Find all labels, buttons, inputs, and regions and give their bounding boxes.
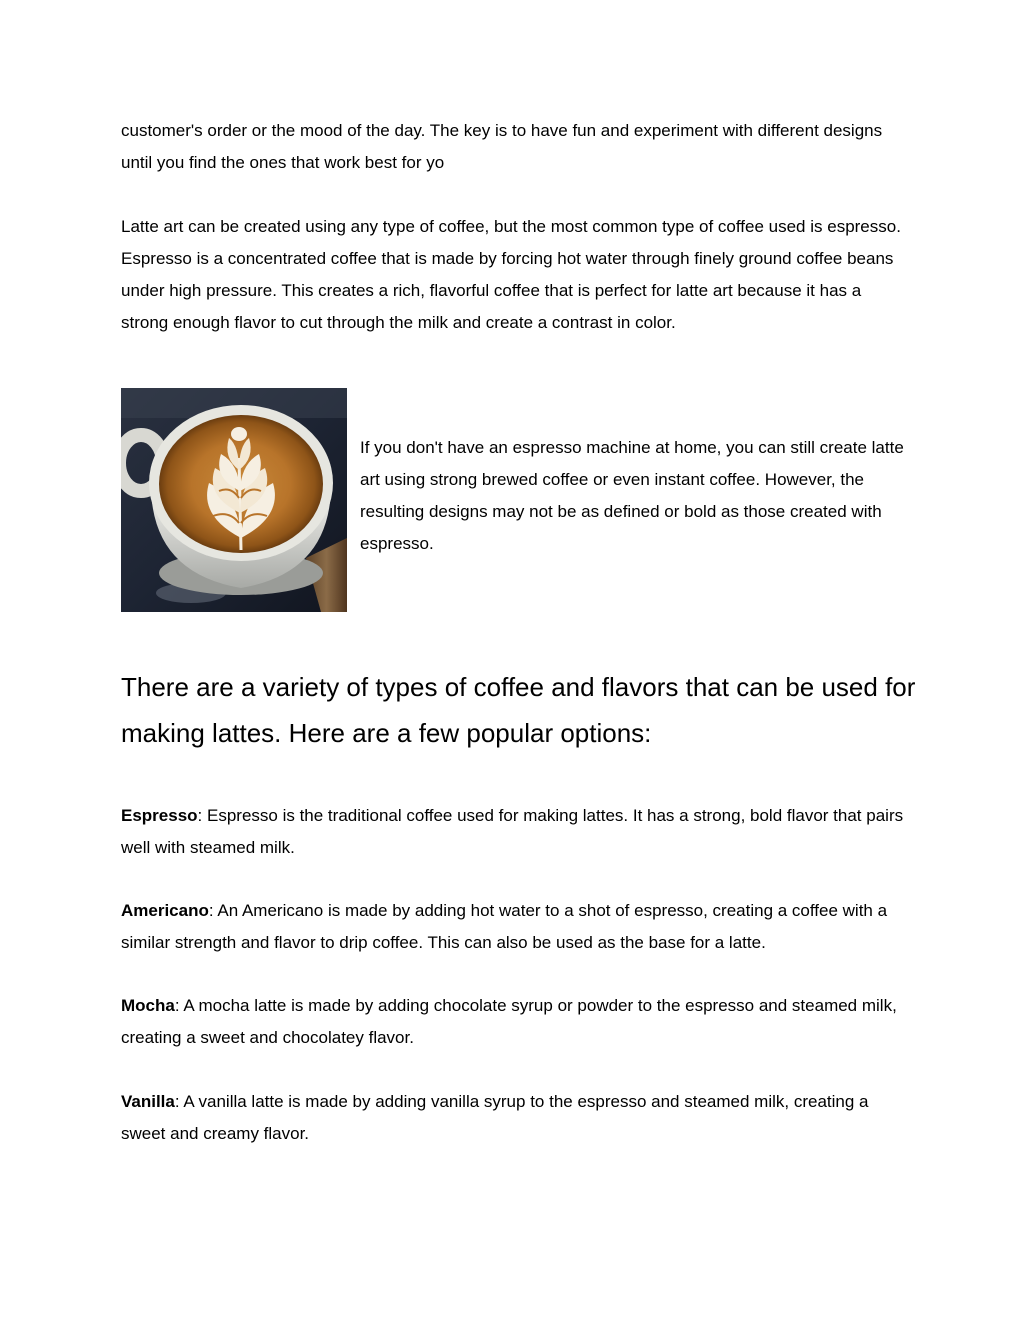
option-name: Espresso [121, 806, 198, 825]
option-description: : A vanilla latte is made by adding vanilla syrup to the espresso and steamed milk, creating a sweet and creamy flavor. [121, 1092, 869, 1143]
option-description: : A mocha latte is made by adding chocolate syrup or powder to the espresso and steamed milk, creating a sweet and chocolatey flavor. [121, 996, 897, 1047]
continued-paragraph: customer's order or the mood of the day. The key is to have fun and experiment with different designs until you find the ones that work best for yo [121, 121, 883, 172]
option-name: Americano [121, 901, 209, 920]
alternative-coffee-paragraph: If you don't have an espresso machine at home, you can still create latte art using strong brewed coffee or even instant coffee. However, the resulting designs may not be as defined or bold as those created with espresso. [360, 438, 904, 553]
section-heading: There are a variety of types of coffee and flavors that can be used for making lattes. Here are a few popular options: [121, 672, 916, 748]
option-name: Mocha [121, 996, 175, 1015]
espresso-intro-paragraph: Latte art can be created using any type of coffee, but the most common type of coffee used is espresso. Espresso is a concentrated coffee that is made by forcing hot water through finely ground coffee beans under high pressure. This creates a rich, flavorful coffee that is perfect for latte art because it has a strong enough flavor to cut through the milk and create a contrast in color. [121, 217, 901, 332]
latte-art-photo [121, 388, 347, 612]
option-mocha [121, 990, 911, 1054]
option-vanilla [121, 1086, 911, 1150]
option-description: : Espresso is the traditional coffee used for making lattes. It has a strong, bold flavor that pairs well with steamed milk. [121, 806, 904, 857]
option-name: Vanilla [121, 1092, 175, 1111]
option-espresso [121, 800, 911, 864]
figure-row [121, 388, 911, 614]
option-description: : An Americano is made by adding hot water to a shot of espresso, creating a coffee with a similar strength and flavor to drip coffee. This can also be used as the base for a latte. [121, 901, 888, 952]
option-americano [121, 895, 911, 959]
